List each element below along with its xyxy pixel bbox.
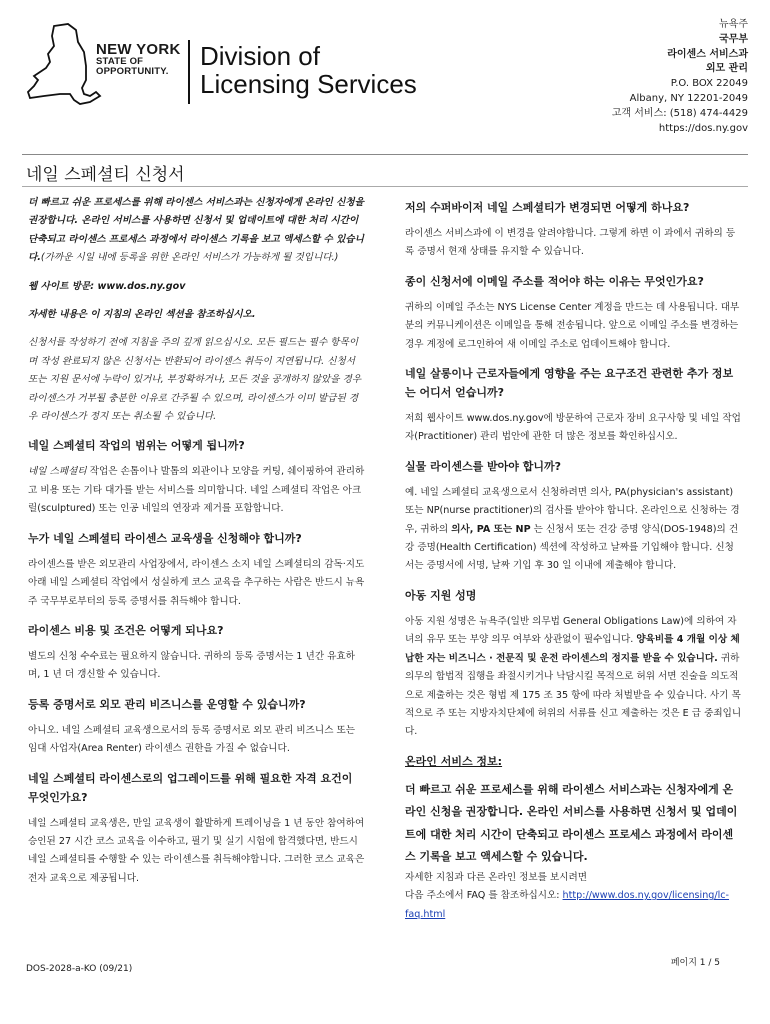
question-fees: 라이센스 비용 및 조건은 어떻게 되나요? <box>28 623 224 637</box>
website-line <box>28 278 366 296</box>
division-line1: Division of <box>200 41 320 71</box>
faq-link[interactable]: http://www.dos.ny.gov/licensing/lc-faq.html <box>405 890 730 920</box>
intro-bold: 더 빠르고 쉬운 프로세스를 위해 라이센스 서비스과는 신청자에게 온라인 신청을 권장합니다. 온라인 서비스를 사용하면 신청서 및 업데이트에 대한 처리 시간이 단축되고 라이센스 프로세스 과정에서 라이센스 기록을 보고 액세스할 수 있습니다. <box>28 197 364 264</box>
addr-unit: 외모 관리 <box>705 63 748 75</box>
website-url[interactable]: www.dos.ny.gov <box>97 280 186 292</box>
ny-line2: STATE OF <box>96 56 144 67</box>
answer-supervisor-change: 라이센스 서비스과에 이 변경을 알려야합니다. 그렇게 하면 이 과에서 귀하의 등록 증명서 현재 상태를 유지할 수 있습니다. <box>405 228 736 258</box>
intro-paragraph <box>28 194 366 268</box>
ny-state-wordmark <box>96 42 181 77</box>
question-supervisor-change: 저의 수퍼바이저 네일 스페셜티가 변경되면 어떻게 하나요? <box>405 201 690 214</box>
addr-website[interactable]: https://dos.ny.gov <box>658 122 748 134</box>
online-services-text2-line <box>405 887 743 924</box>
answer-operate-business: 아니오. 네일 스페셜티 교육생으로서의 등록 증명서로 외모 관리 비즈니스 또는 임대 사업자(Area Renter) 라이센스 권한을 가질 수 없습니다. <box>28 724 356 755</box>
question-email: 종이 신청서에 이메일 주소를 적어야 하는 이유는 무엇인가요? <box>405 274 704 288</box>
answer-scope-italic: 네일 스페셜티 <box>28 466 87 478</box>
answer-email: 귀하의 이메일 주소는 NYS License Center 계정을 만드는 데 사용됩니다. 대부분의 커뮤니케이션은 이메일을 통해 전송됩니다. 앞으로 이메일 주소를 변경하는 경우 계정에 로그인하여 새 이메일 주소로 업데이트해야 합니다. <box>405 301 740 350</box>
new-york-state-map-logo <box>24 22 104 112</box>
question-who-applies: 누가 네일 스페셜티 라이센스 교육생을 신청해야 합니까? <box>28 531 302 545</box>
online-services-text2: 다음 주소에서 FAQ 를 참조하십시오: <box>405 890 563 902</box>
question-operate-business: 등록 증명서로 외모 관리 비즈니스를 운영할 수 있습니까? <box>28 697 306 711</box>
question-scope: 네일 스페셜티 작업의 범위는 어떻게 됩니까? <box>28 439 245 453</box>
header-divider <box>188 40 190 104</box>
division-line2: Licensing Services <box>200 69 417 99</box>
answer-scope <box>28 463 366 518</box>
answer-child-bold: 양육비를 4 개월 이상 체납한 자는 비즈니스 · 전문직 및 운전 라이센스의 정지를 받을 수 있습니다. <box>405 634 740 664</box>
addr-division: 라이센스 서비스과 <box>667 48 748 60</box>
addr-department: 국무부 <box>719 33 748 45</box>
website-label: 웹 사이트 방문: <box>28 280 98 292</box>
warning-paragraph: 신청서를 작성하기 전에 지침을 주의 깊게 읽으십시오. 모든 필드는 필수 항목이며 작성 완료되지 않은 신청서는 반환되어 라이센스 취득이 지연됩니다. 신청서 또는 지원 문서에 누락이 있거나, 부정확하거나, 모든 것을 공개하지 않았을 경우 라이센스가 거부될 충분한 이유로 간주될 수 있으며, 라이센스가 이미 발급된 경우 라이센스가 정지 또는 취소될 수 있습니다. <box>28 337 362 423</box>
title-rule-bottom <box>22 186 748 187</box>
ny-line3: OPPORTUNITY. <box>96 66 169 77</box>
right-column <box>405 194 743 924</box>
online-services-bold: 더 빠르고 쉬운 프로세스를 위해 라이센스 서비스과는 신청자에게 온라인 신청을 권장합니다. 온라인 서비스를 사용하면 신청서 및 업데이트에 대한 처리 시간이 단축되고 라이센스 프로세스 과정에서 라이센스 기록을 보고 액세스할 수 있습니다. <box>405 782 738 864</box>
division-title <box>200 42 417 98</box>
answer-physical-post: 는 신청서 또는 건강 증명 양식(DOS-1948)의 건강 증명(Health Certification) 섹션에 작성하고 날짜를 기입해야 합니다. 신청서는 증명서에 서명, 날짜 기입 후 30 일 이내에 제출해야 합니다. <box>405 523 739 572</box>
title-rule-top <box>22 154 748 155</box>
answer-child-post: 귀하 의무의 합법적 집행을 좌절시키거나 낙담시킬 목적으로 허위 서면 진술을 의도적으로 제출하는 것은 형법 제 175 조 35 항에 따라 처벌받을 수 있습니다. 사기 목적으로 주 또는 지방자치단체에 허위의 서류를 신고 제출하는 것은 E 급 중죄입니다. <box>405 652 742 738</box>
addr-state: 뉴욕주 <box>719 19 748 30</box>
answer-child-support <box>405 613 743 742</box>
answer-more-info: 저희 웹사이트 www.dos.ny.gov에 방문하여 근로자 장비 요구사항 및 네일 작업자(Practitioner) 관리 법안에 관한 더 많은 정보를 확인하십시오. <box>405 413 741 443</box>
answer-fees: 별도의 신청 수수료는 필요하지 않습니다. 귀하의 등록 증명서는 1 년간 유효하며, 1 년 더 갱신할 수 있습니다. <box>28 650 355 681</box>
form-id: DOS-2028-a-KO (09/21) <box>26 964 133 974</box>
answer-physical-pre: 예. 네일 스페셜티 교육생으로서 신청하려면 의사, PA(physician's assistant) 또는 NP(nurse practitioner)의 검사를 받아야 합니다. 온라인으로 신청하는 경우, 귀하의 <box>405 486 740 535</box>
online-services-text1: 자세한 지침과 다른 온라인 정보를 보시려면 <box>405 871 588 883</box>
answer-scope-text: 작업은 손톱이나 발톱의 외관이나 모양을 커팅, 쉐이핑하여 관리하고 비용 또는 기타 대가를 받는 서비스를 의미합니다. 네일 스페셜티 작업은 아크릴(sculptured) 또는 인공 네일의 연장과 제거를 포함합니다. <box>28 466 365 515</box>
answer-child-pre: 아동 지원 성명은 뉴욕주(일반 의무법 General Obligations Law)에 의하여 자녀의 유무 또는 부양 의무 여부와 상관없이 필수입니다. <box>405 615 737 646</box>
addr-phone: 고객 서비스: (518) 474-4429 <box>611 107 748 119</box>
online-services-heading: 온라인 서비스 정보: <box>405 754 503 768</box>
see-online-note: 자세한 내용은 이 지침의 온라인 섹션을 참조하십시오. <box>28 309 256 321</box>
answer-who-applies: 라이센스를 받은 외모관리 사업장에서, 라이센스 소지 네일 스페셜티의 감독·지도 아래 네일 스페셜티 작업에서 성실하게 코스 교육을 추구하는 사람은 반드시 뉴욕주 국무부로부터의 등록 증명서를 취득해야 합니다. <box>28 558 365 607</box>
answer-physical <box>405 484 743 576</box>
question-upgrade: 네일 스페셜티 라이센스로의 업그레이드를 위해 필요한 자격 요건이 무엇인가요? <box>28 771 353 804</box>
question-more-info: 네일 살롱이나 근로자들에게 영향을 주는 요구조건 관련한 추가 정보는 어디서 얻습니까? <box>405 367 734 400</box>
answer-upgrade: 네일 스페셜티 교육생은, 만일 교육생이 활발하게 트레이닝을 1 년 동안 참여하여 승인된 27 시간 코스 교육을 이수하고, 필기 및 실기 시험에 합격했다면, 반드시 네일 스페셜티를 수행할 수 있는 라이센스를 취득해야합니다. 그러한 코스 교육은 전자 교육으로 제공됩니다. <box>28 817 365 884</box>
page-title: 네일 스페셜티 신청서 <box>26 165 185 185</box>
left-column <box>28 194 366 898</box>
question-physical: 실물 라이센스를 받아야 합니까? <box>405 459 562 473</box>
intro-italic: (가까운 시일 내에 등록을 위한 온라인 서비스가 가능하게 될 것입니다.) <box>40 252 339 264</box>
page-number: 페이지 1 / 5 <box>670 958 720 968</box>
ny-line1: NEW YORK <box>96 41 181 58</box>
answer-physical-bold: 의사, PA 또는 NP <box>451 523 531 535</box>
addr-city: Albany, NY 12201-2049 <box>629 92 748 104</box>
question-child-support: 아동 지원 성명 <box>405 588 477 602</box>
agency-address-block <box>612 18 748 136</box>
addr-pobox: P.O. BOX 22049 <box>670 78 748 90</box>
